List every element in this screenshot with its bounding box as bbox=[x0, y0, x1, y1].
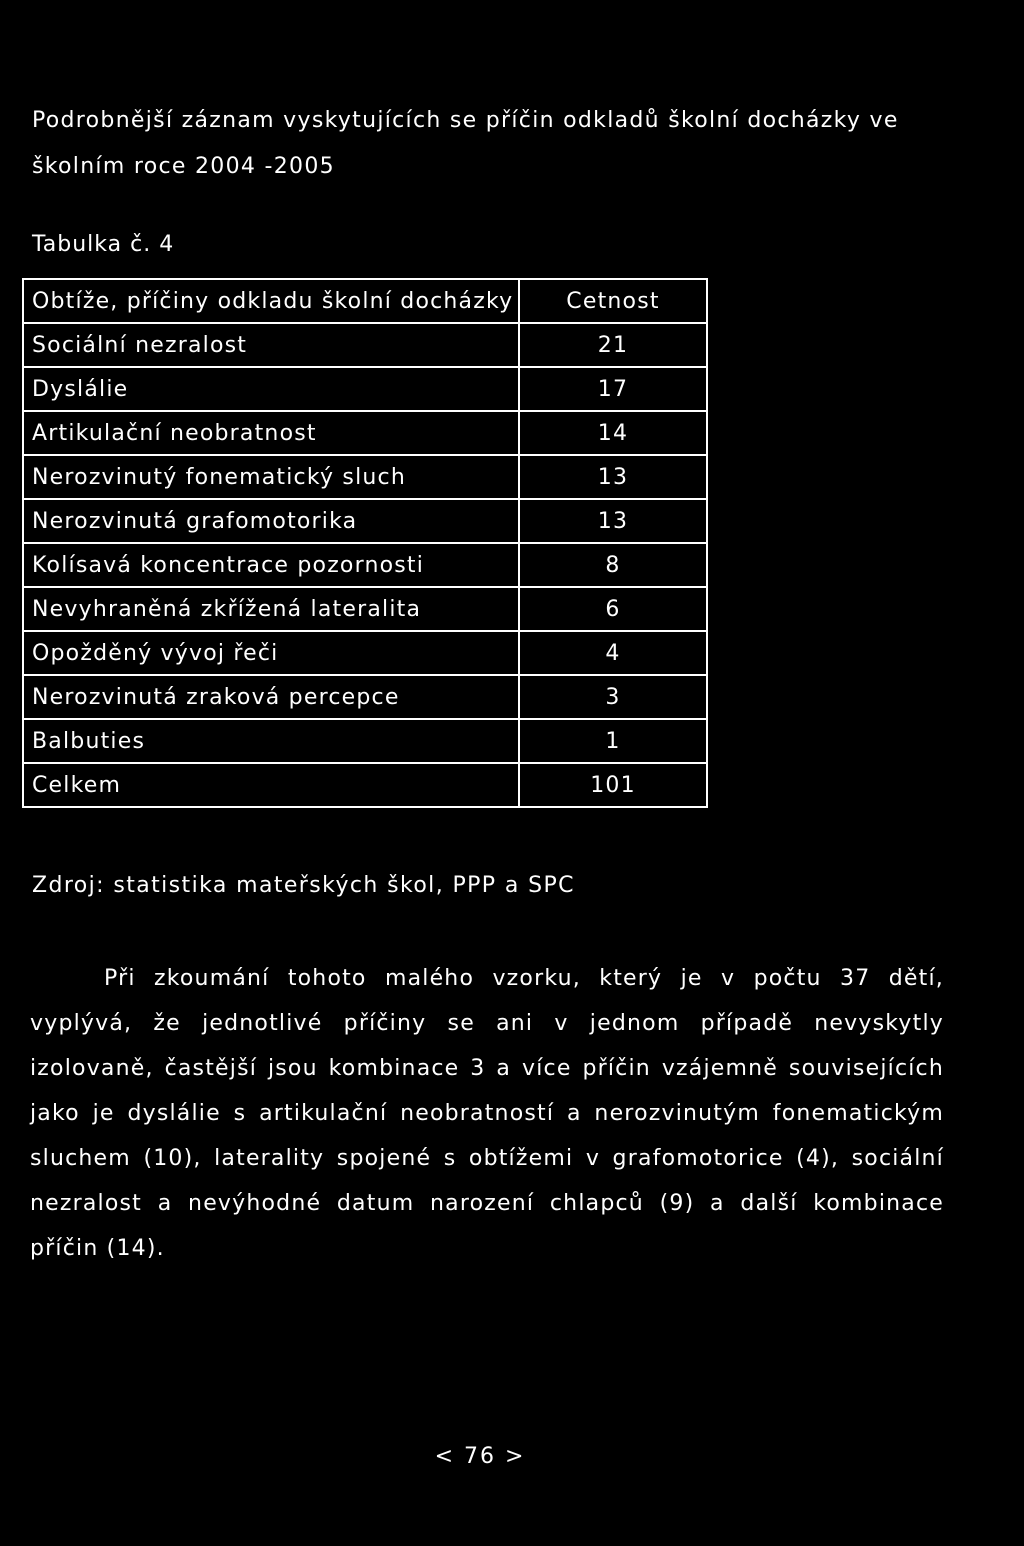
table-row bbox=[23, 323, 707, 367]
cause-cell: Balbuties bbox=[23, 719, 519, 763]
table-source: Zdroj: statistika mateřských škol, PPP a SPC bbox=[32, 873, 575, 898]
cause-cell: Opožděný vývoj řeči bbox=[23, 631, 519, 675]
table-total-row bbox=[23, 763, 707, 807]
table-row bbox=[23, 499, 707, 543]
frequency-cell: 6 bbox=[519, 587, 707, 631]
table-row bbox=[23, 587, 707, 631]
frequency-cell: 4 bbox=[519, 631, 707, 675]
table-row bbox=[23, 543, 707, 587]
page-heading: Podrobnější záznam vyskytujících se příčin odkladů školní docházky ve školním roce 2004 -2005 bbox=[32, 108, 899, 179]
cause-cell: Sociální nezralost bbox=[23, 323, 519, 367]
table-header-row bbox=[23, 279, 707, 323]
table-row bbox=[23, 631, 707, 675]
column-header-frequency: Cetnost bbox=[519, 279, 707, 323]
table-row bbox=[23, 675, 707, 719]
cause-cell: Nevyhraněná zkřížená lateralita bbox=[23, 587, 519, 631]
frequency-cell: 21 bbox=[519, 323, 707, 367]
table-row bbox=[23, 411, 707, 455]
cause-cell: Kolísavá koncentrace pozornosti bbox=[23, 543, 519, 587]
column-header-cause: Obtíže, příčiny odkladu školní docházky bbox=[23, 279, 519, 323]
cause-cell: Artikulační neobratnost bbox=[23, 411, 519, 455]
table-row bbox=[23, 367, 707, 411]
page-number: < 76 > bbox=[434, 1444, 526, 1469]
total-value-cell: 101 bbox=[519, 763, 707, 807]
frequency-cell: 13 bbox=[519, 499, 707, 543]
total-label-cell: Celkem bbox=[23, 763, 519, 807]
frequency-cell: 14 bbox=[519, 411, 707, 455]
cause-cell: Dyslálie bbox=[23, 367, 519, 411]
table-caption: Tabulka č. 4 bbox=[32, 232, 175, 257]
frequency-cell: 17 bbox=[519, 367, 707, 411]
frequency-cell: 1 bbox=[519, 719, 707, 763]
body-paragraph: Při zkoumání tohoto malého vzorku, který je v počtu 37 dětí, vyplývá, že jednotlivé příčiny se ani v jednom případě nevyskytly izolovaně, častější jsou kombinace 3 a více příčin vzájemně souvisejících jako je dyslálie s artikulační neobratností a nerozvinutým fonematickým sluchem (10), laterality spojené s obtížemi v grafomotorice (4), sociální nezralost a nevýhodné datum narození chlapců (9) a další kombinace příčin (14). bbox=[30, 966, 944, 1261]
table-row bbox=[23, 719, 707, 763]
causes-table bbox=[22, 278, 708, 808]
cause-cell: Nerozvinutá grafomotorika bbox=[23, 499, 519, 543]
cause-cell: Nerozvinutý fonematický sluch bbox=[23, 455, 519, 499]
frequency-cell: 13 bbox=[519, 455, 707, 499]
cause-cell: Nerozvinutá zraková percepce bbox=[23, 675, 519, 719]
frequency-cell: 8 bbox=[519, 543, 707, 587]
table-row bbox=[23, 455, 707, 499]
frequency-cell: 3 bbox=[519, 675, 707, 719]
